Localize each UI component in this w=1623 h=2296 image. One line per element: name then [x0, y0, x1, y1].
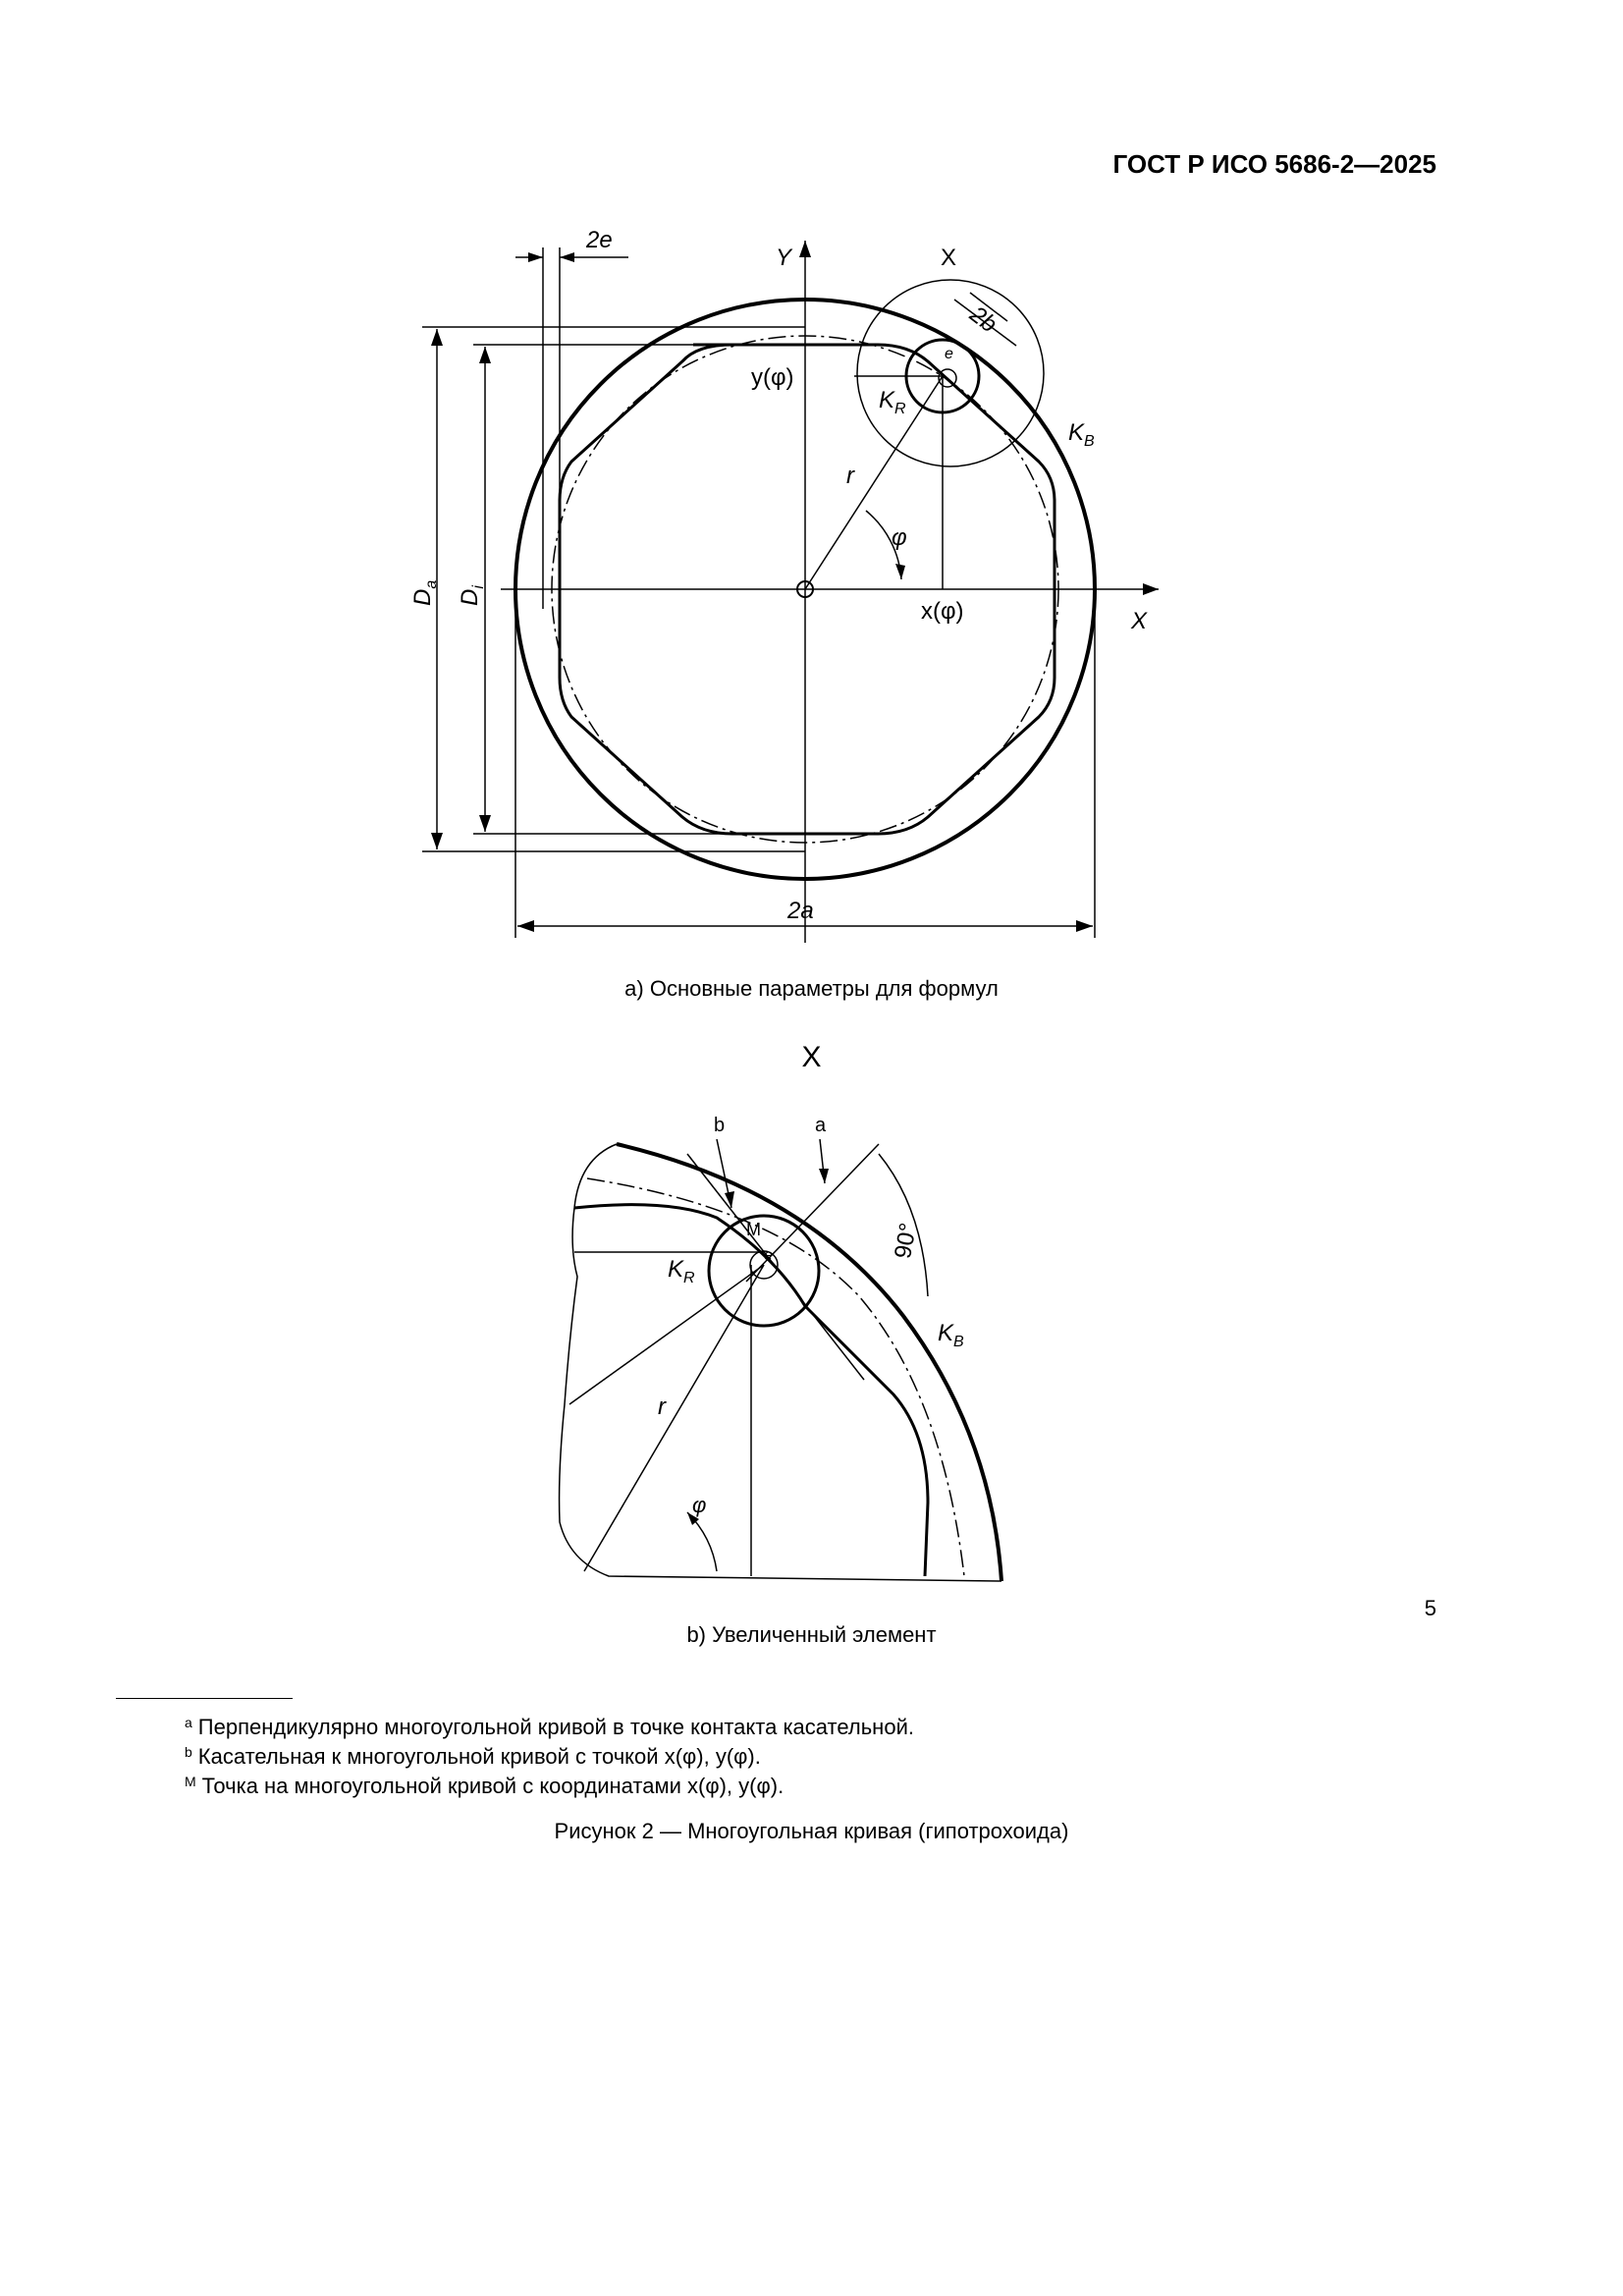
footnote-a: $^a$ Перпендикулярно многоугольной кривой в точке контакта касательной. — [185, 1715, 914, 1739]
label-e: e — [945, 346, 953, 362]
label-da: $D_a$ — [409, 579, 440, 606]
figure-caption: Рисунок 2 — Многоугольная кривая (гипотрохоида) — [554, 1819, 1069, 1843]
label-kb: $K_B$ — [1068, 419, 1095, 450]
page-number: 5 — [1424, 1596, 1436, 1620]
detail-outer-arc — [617, 1144, 1001, 1581]
label-2e: 2e — [586, 227, 613, 253]
footnote-m: $^M$ Точка на многоугольной кривой с координатами x(φ), y(φ). — [185, 1774, 784, 1798]
detail-radius — [584, 1265, 764, 1571]
label-90: 90° — [890, 1221, 922, 1261]
standard-header: ГОСТ Р ИСО 5686-2—2025 — [1112, 149, 1436, 179]
label-r: r — [846, 463, 854, 489]
detail-rolling-circle — [709, 1216, 819, 1326]
label-phi: φ — [892, 524, 907, 551]
label-axis-y: Y — [776, 245, 792, 271]
label-phi-b: φ — [692, 1493, 707, 1517]
label-2b: 2b — [964, 301, 1002, 339]
caption-a: а) Основные параметры для формул — [624, 976, 999, 1001]
label-kr: $K_R$ — [879, 387, 906, 417]
label-detail-x: X — [941, 245, 957, 271]
label-y-phi: y(φ) — [751, 364, 794, 391]
label-a-small: a — [815, 1115, 827, 1136]
label-2a: 2a — [787, 898, 814, 924]
label-e-b: e — [764, 1247, 773, 1264]
label-b-small: b — [714, 1115, 726, 1136]
label-kb-b: $K_B$ — [938, 1320, 964, 1350]
footnote-rule — [116, 1698, 293, 1699]
label-x-phi: x(φ) — [921, 598, 964, 625]
label-kr-b: $K_R$ — [668, 1256, 695, 1286]
figure-b-title: X — [801, 1041, 822, 1073]
label-axis-x: X — [1131, 608, 1148, 634]
footnote-b: $^b$ Касательная к многоугольной кривой с точкой x(φ), y(φ). — [185, 1744, 761, 1769]
label-r-b: r — [658, 1394, 666, 1420]
caption-b: b) Увеличенный элемент — [686, 1622, 937, 1647]
label-di: $D_i$ — [457, 585, 487, 606]
label-m: M — [746, 1220, 761, 1239]
